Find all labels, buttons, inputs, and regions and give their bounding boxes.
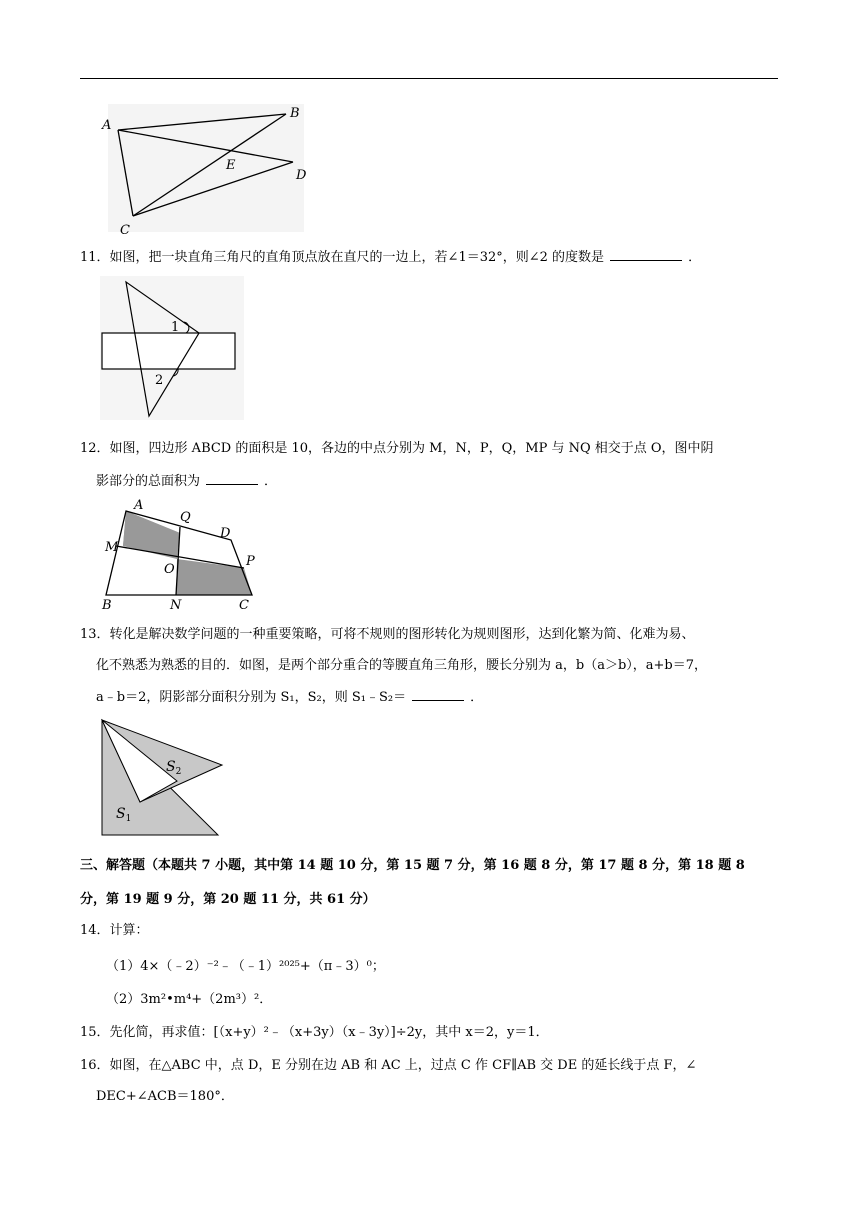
question-number: 13． xyxy=(80,627,110,642)
question-13-line-3 xyxy=(96,688,483,707)
question-12-line-2 xyxy=(96,472,277,491)
label-a: A xyxy=(102,118,112,133)
answer-blank[interactable] xyxy=(412,688,464,701)
question-text: 如图，在△ABC 中，点 D，E 分别在边 AB 和 AC 上，过点 C 作 CF∥AB 交 DE 的延长线于点 F，∠ xyxy=(109,1058,697,1073)
question-12-line-1 xyxy=(80,440,714,458)
question-13-line-2 xyxy=(96,657,707,675)
question-number: 15． xyxy=(80,1025,110,1040)
question-number: 16． xyxy=(80,1058,110,1073)
question-end: ． xyxy=(688,250,702,265)
header-rule xyxy=(80,78,778,79)
question-text: DEC+∠ACB＝180°． xyxy=(96,1089,234,1104)
figure-q12 xyxy=(100,497,260,613)
answer-blank[interactable] xyxy=(206,472,258,485)
question-text: 转化是解决数学问题的一种重要策略，可将不规则的图形转化为规则图形，达到化繁为简、化难为易、 xyxy=(109,627,695,642)
question-15 xyxy=(80,1024,549,1042)
label-p: P xyxy=(246,554,255,569)
label-a: A xyxy=(134,498,144,513)
question-number: 12． xyxy=(80,441,110,456)
figure-q13 xyxy=(100,718,224,838)
figure-q11 xyxy=(96,276,246,420)
question-text: 化不熟悉为熟悉的目的．如图，是两个部分重合的等腰直角三角形，腰长分别为 a，b（a＞b），a+b＝7， xyxy=(96,658,708,673)
label-b: B xyxy=(102,598,112,613)
label-q: Q xyxy=(180,510,191,525)
ruler xyxy=(102,333,235,369)
answer-blank[interactable] xyxy=(610,248,682,261)
question-end: ． xyxy=(264,474,278,489)
question-text: 如图，把一块直角三角尺的直角顶点放在直尺的一边上，若∠1＝32°，则∠2 的度数是 xyxy=(109,250,605,265)
question-text: a﹣b＝2，阴影部分面积分别为 S₁，S₂，则 S₁﹣S₂＝ xyxy=(96,690,407,705)
label-s2: $S_2$ xyxy=(166,759,182,777)
question-text: 如图，四边形 ABCD 的面积是 10，各边的中点分别为 M，N，P，Q，MP 与 NQ 相交于点 O，图中阴 xyxy=(109,441,714,456)
label-c: C xyxy=(120,223,130,238)
question-16-line-1 xyxy=(80,1057,696,1075)
label-c: C xyxy=(239,598,249,613)
label-e: E xyxy=(226,158,236,173)
label-d: D xyxy=(220,526,231,541)
angle-1-label: 1 xyxy=(171,320,180,335)
question-14-part-2: （2）3m²•m⁴+（2m³）²． xyxy=(106,992,273,1007)
section-3-heading-line-2: 分，第 19 题 9 分，第 20 题 11 分，共 61 分） xyxy=(80,892,376,907)
question-end: ． xyxy=(470,690,484,705)
label-o: O xyxy=(164,562,175,577)
section-3-heading-line-1: 三、解答题（本题共 7 小题，其中第 14 题 10 分，第 15 题 7 分，第 16 题 8 分，第 17 题 8 分，第 18 题 8 xyxy=(80,858,745,873)
question-14 xyxy=(80,922,149,940)
question-11 xyxy=(80,248,701,267)
question-16-line-2 xyxy=(96,1088,234,1106)
label-s1: $S_1$ xyxy=(116,806,132,824)
question-text: 影部分的总面积为 xyxy=(96,474,201,489)
figure-q10 xyxy=(96,98,308,240)
question-text: 计算： xyxy=(109,923,149,938)
label-d: D xyxy=(296,168,307,183)
question-number: 11． xyxy=(80,250,110,265)
label-b: B xyxy=(290,106,300,121)
angle-2-label: 2 xyxy=(155,373,164,388)
label-n: N xyxy=(170,598,182,613)
question-13-line-1 xyxy=(80,626,695,644)
question-text: 先化简，再求值：[（x+y）²﹣（x+3y）（x﹣3y）]÷2y，其中 x＝2，y＝1． xyxy=(109,1025,549,1040)
question-14-part-1: （1）4×（﹣2）⁻²﹣（﹣1）²⁰²⁵+（π﹣3）⁰； xyxy=(106,959,385,974)
label-m: M xyxy=(105,540,119,555)
question-number: 14． xyxy=(80,923,110,938)
